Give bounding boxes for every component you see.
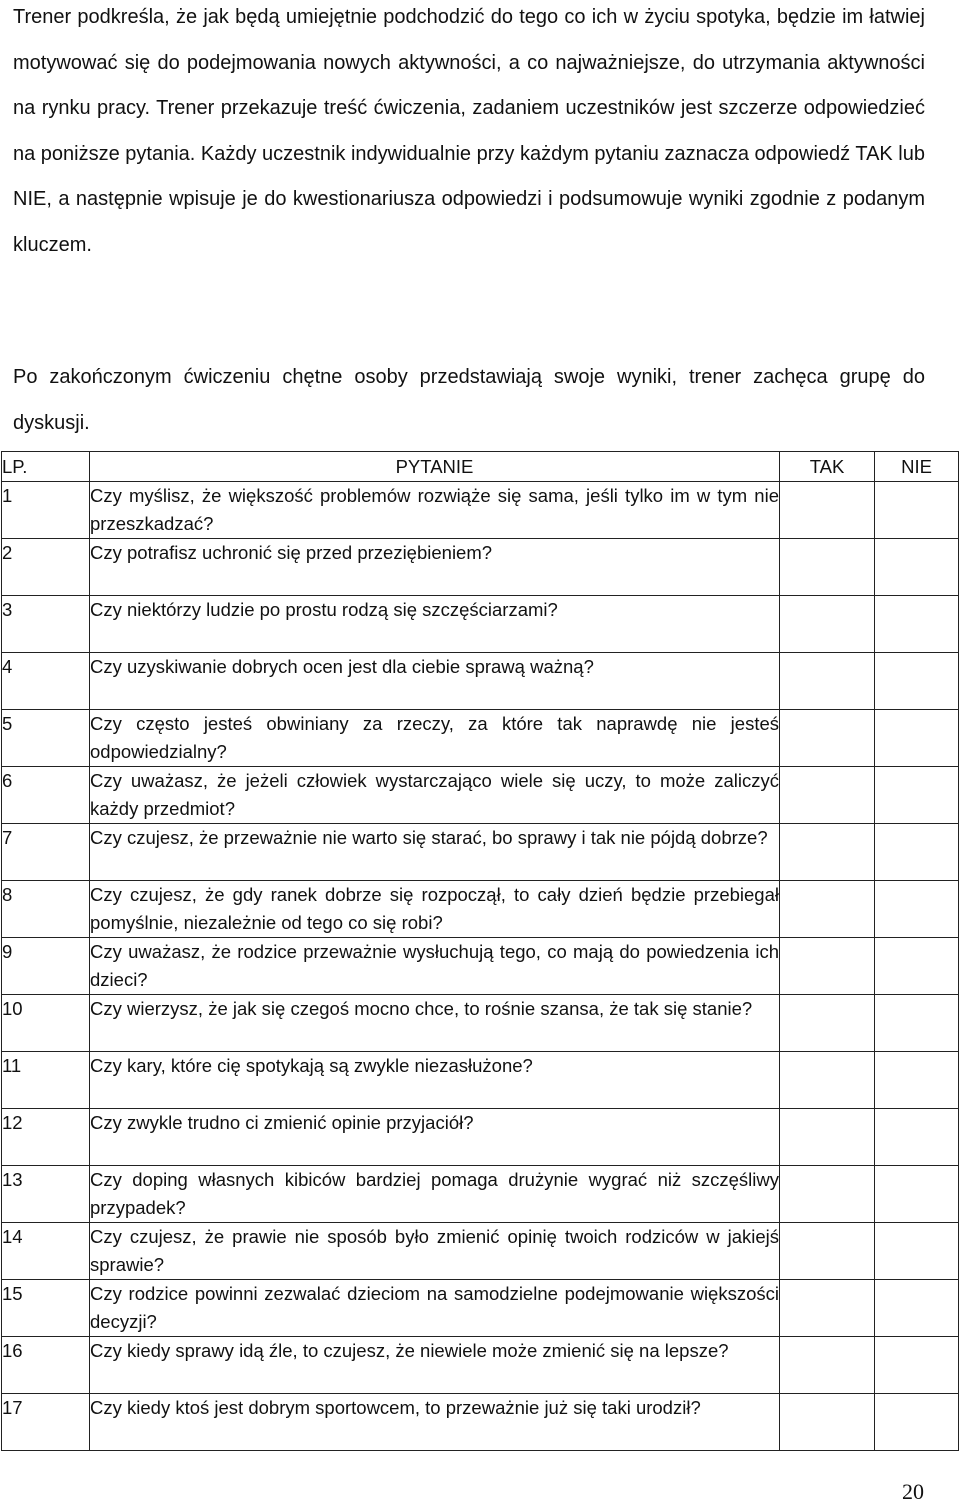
table-row	[2, 995, 959, 1052]
yes-cell[interactable]	[780, 539, 875, 596]
no-cell[interactable]	[875, 824, 959, 881]
row-question: Czy uważasz, że jeżeli człowiek wystarczająco wiele się uczy, to może zaliczyć każdy przedmiot?	[90, 767, 780, 824]
yes-cell[interactable]	[780, 1223, 875, 1280]
yes-cell[interactable]	[780, 653, 875, 710]
no-cell[interactable]	[875, 1337, 959, 1394]
row-number: 9	[2, 938, 90, 995]
table-row	[2, 938, 959, 995]
row-question: Czy kiedy sprawy idą źle, to czujesz, że niewiele może zmienić się na lepsze?	[90, 1337, 780, 1394]
no-cell[interactable]	[875, 482, 959, 539]
row-question: Czy czujesz, że prawie nie sposób było zmienić opinię twoich rodziców w jakiejś sprawie?	[90, 1223, 780, 1280]
yes-cell[interactable]	[780, 995, 875, 1052]
row-question: Czy potrafisz uchronić się przed przeziębieniem?	[90, 539, 780, 596]
row-question: Czy doping własnych kibiców bardziej pomaga drużynie wygrać niż szczęśliwy przypadek?	[90, 1166, 780, 1223]
yes-cell[interactable]	[780, 1109, 875, 1166]
no-cell[interactable]	[875, 1394, 959, 1451]
no-cell[interactable]	[875, 1052, 959, 1109]
header-lp: LP.	[2, 452, 90, 482]
row-number: 1	[2, 482, 90, 539]
row-number: 7	[2, 824, 90, 881]
header-yes: TAK	[780, 452, 875, 482]
no-cell[interactable]	[875, 710, 959, 767]
row-number: 10	[2, 995, 90, 1052]
table-row	[2, 1109, 959, 1166]
intro-paragraph: Trener podkreśla, że jak będą umiejętnie podchodzić do tego co ich w życiu spotyka, będzie im łatwiej motywować się do podejmowania nowych aktywności, a co najważniejsze, do utrzymania aktywności na rynku pracy. Trener przekazuje treść ćwiczenia, zadaniem uczestników jest szczerze odpowiedzieć na poniższe pytania. Każdy uczestnik indywidualnie przy każdym pytaniu zaznacza odpowiedź TAK lub NIE, a następnie wpisuje je do kwestionariusza odpowiedzi i podsumowuje wyniki zgodnie z podanym kluczem.	[13, 6, 925, 256]
row-question: Czy wierzysz, że jak się czegoś mocno chce, to rośnie szansa, że tak się stanie?	[90, 995, 780, 1052]
row-number: 5	[2, 710, 90, 767]
table-row	[2, 1052, 959, 1109]
row-number: 17	[2, 1394, 90, 1451]
yes-cell[interactable]	[780, 1052, 875, 1109]
row-number: 6	[2, 767, 90, 824]
no-cell[interactable]	[875, 596, 959, 653]
row-number: 16	[2, 1337, 90, 1394]
yes-cell[interactable]	[780, 1394, 875, 1451]
yes-cell[interactable]	[780, 596, 875, 653]
row-number: 4	[2, 653, 90, 710]
table-row	[2, 1223, 959, 1280]
yes-cell[interactable]	[780, 824, 875, 881]
table-row	[2, 1166, 959, 1223]
row-question: Czy rodzice powinni zezwalać dzieciom na samodzielne podejmowanie większości decyzji?	[90, 1280, 780, 1337]
row-question: Czy czujesz, że przeważnie nie warto się starać, bo sprawy i tak nie pójdą dobrze?	[90, 824, 780, 881]
yes-cell[interactable]	[780, 1280, 875, 1337]
row-number: 8	[2, 881, 90, 938]
table-row	[2, 1337, 959, 1394]
no-cell[interactable]	[875, 767, 959, 824]
no-cell[interactable]	[875, 1109, 959, 1166]
yes-cell[interactable]	[780, 482, 875, 539]
yes-cell[interactable]	[780, 1337, 875, 1394]
no-cell[interactable]	[875, 881, 959, 938]
row-question: Czy myślisz, że większość problemów rozwiąże się sama, jeśli tylko im w tym nie przeszkadzać?	[90, 482, 780, 539]
table-row	[2, 824, 959, 881]
header-no: NIE	[875, 452, 959, 482]
row-question: Czy czujesz, że gdy ranek dobrze się rozpoczął, to cały dzień będzie przebiegał pomyślnie, niezależnie od tego co się robi?	[90, 881, 780, 938]
no-cell[interactable]	[875, 938, 959, 995]
table-row	[2, 653, 959, 710]
table-row	[2, 596, 959, 653]
table-row	[2, 767, 959, 824]
row-number: 13	[2, 1166, 90, 1223]
yes-cell[interactable]	[780, 710, 875, 767]
yes-cell[interactable]	[780, 1166, 875, 1223]
table-row	[2, 710, 959, 767]
row-number: 3	[2, 596, 90, 653]
questionnaire-table	[1, 451, 959, 1451]
row-number: 11	[2, 1052, 90, 1109]
row-question: Czy uzyskiwanie dobrych ocen jest dla ciebie sprawą ważną?	[90, 653, 780, 710]
table-row	[2, 881, 959, 938]
row-question: Czy uważasz, że rodzice przeważnie wysłuchują tego, co mają do powiedzenia ich dzieci?	[90, 938, 780, 995]
no-cell[interactable]	[875, 1223, 959, 1280]
row-number: 12	[2, 1109, 90, 1166]
table-row	[2, 539, 959, 596]
row-number: 15	[2, 1280, 90, 1337]
yes-cell[interactable]	[780, 881, 875, 938]
no-cell[interactable]	[875, 1166, 959, 1223]
row-number: 14	[2, 1223, 90, 1280]
table-row	[2, 1280, 959, 1337]
row-number: 2	[2, 539, 90, 596]
yes-cell[interactable]	[780, 767, 875, 824]
discussion-paragraph: Po zakończonym ćwiczeniu chętne osoby przedstawiają swoje wyniki, trener zachęca grupę do dyskusji.	[13, 366, 925, 434]
no-cell[interactable]	[875, 995, 959, 1052]
no-cell[interactable]	[875, 1280, 959, 1337]
row-question: Czy niektórzy ludzie po prostu rodzą się szczęściarzami?	[90, 596, 780, 653]
table-row	[2, 1394, 959, 1451]
table-header-row	[2, 452, 959, 482]
no-cell[interactable]	[875, 539, 959, 596]
row-question: Czy zwykle trudno ci zmienić opinie przyjaciół?	[90, 1109, 780, 1166]
no-cell[interactable]	[875, 653, 959, 710]
table-row	[2, 482, 959, 539]
yes-cell[interactable]	[780, 938, 875, 995]
row-question: Czy często jesteś obwiniany za rzeczy, za które tak naprawdę nie jesteś odpowiedzialny?	[90, 710, 780, 767]
header-question: PYTANIE	[90, 452, 780, 482]
row-question: Czy kiedy ktoś jest dobrym sportowcem, to przeważnie już się taki urodził?	[90, 1394, 780, 1451]
row-question: Czy kary, które cię spotykają są zwykle niezasłużone?	[90, 1052, 780, 1109]
page-number: 20	[902, 1479, 924, 1504]
